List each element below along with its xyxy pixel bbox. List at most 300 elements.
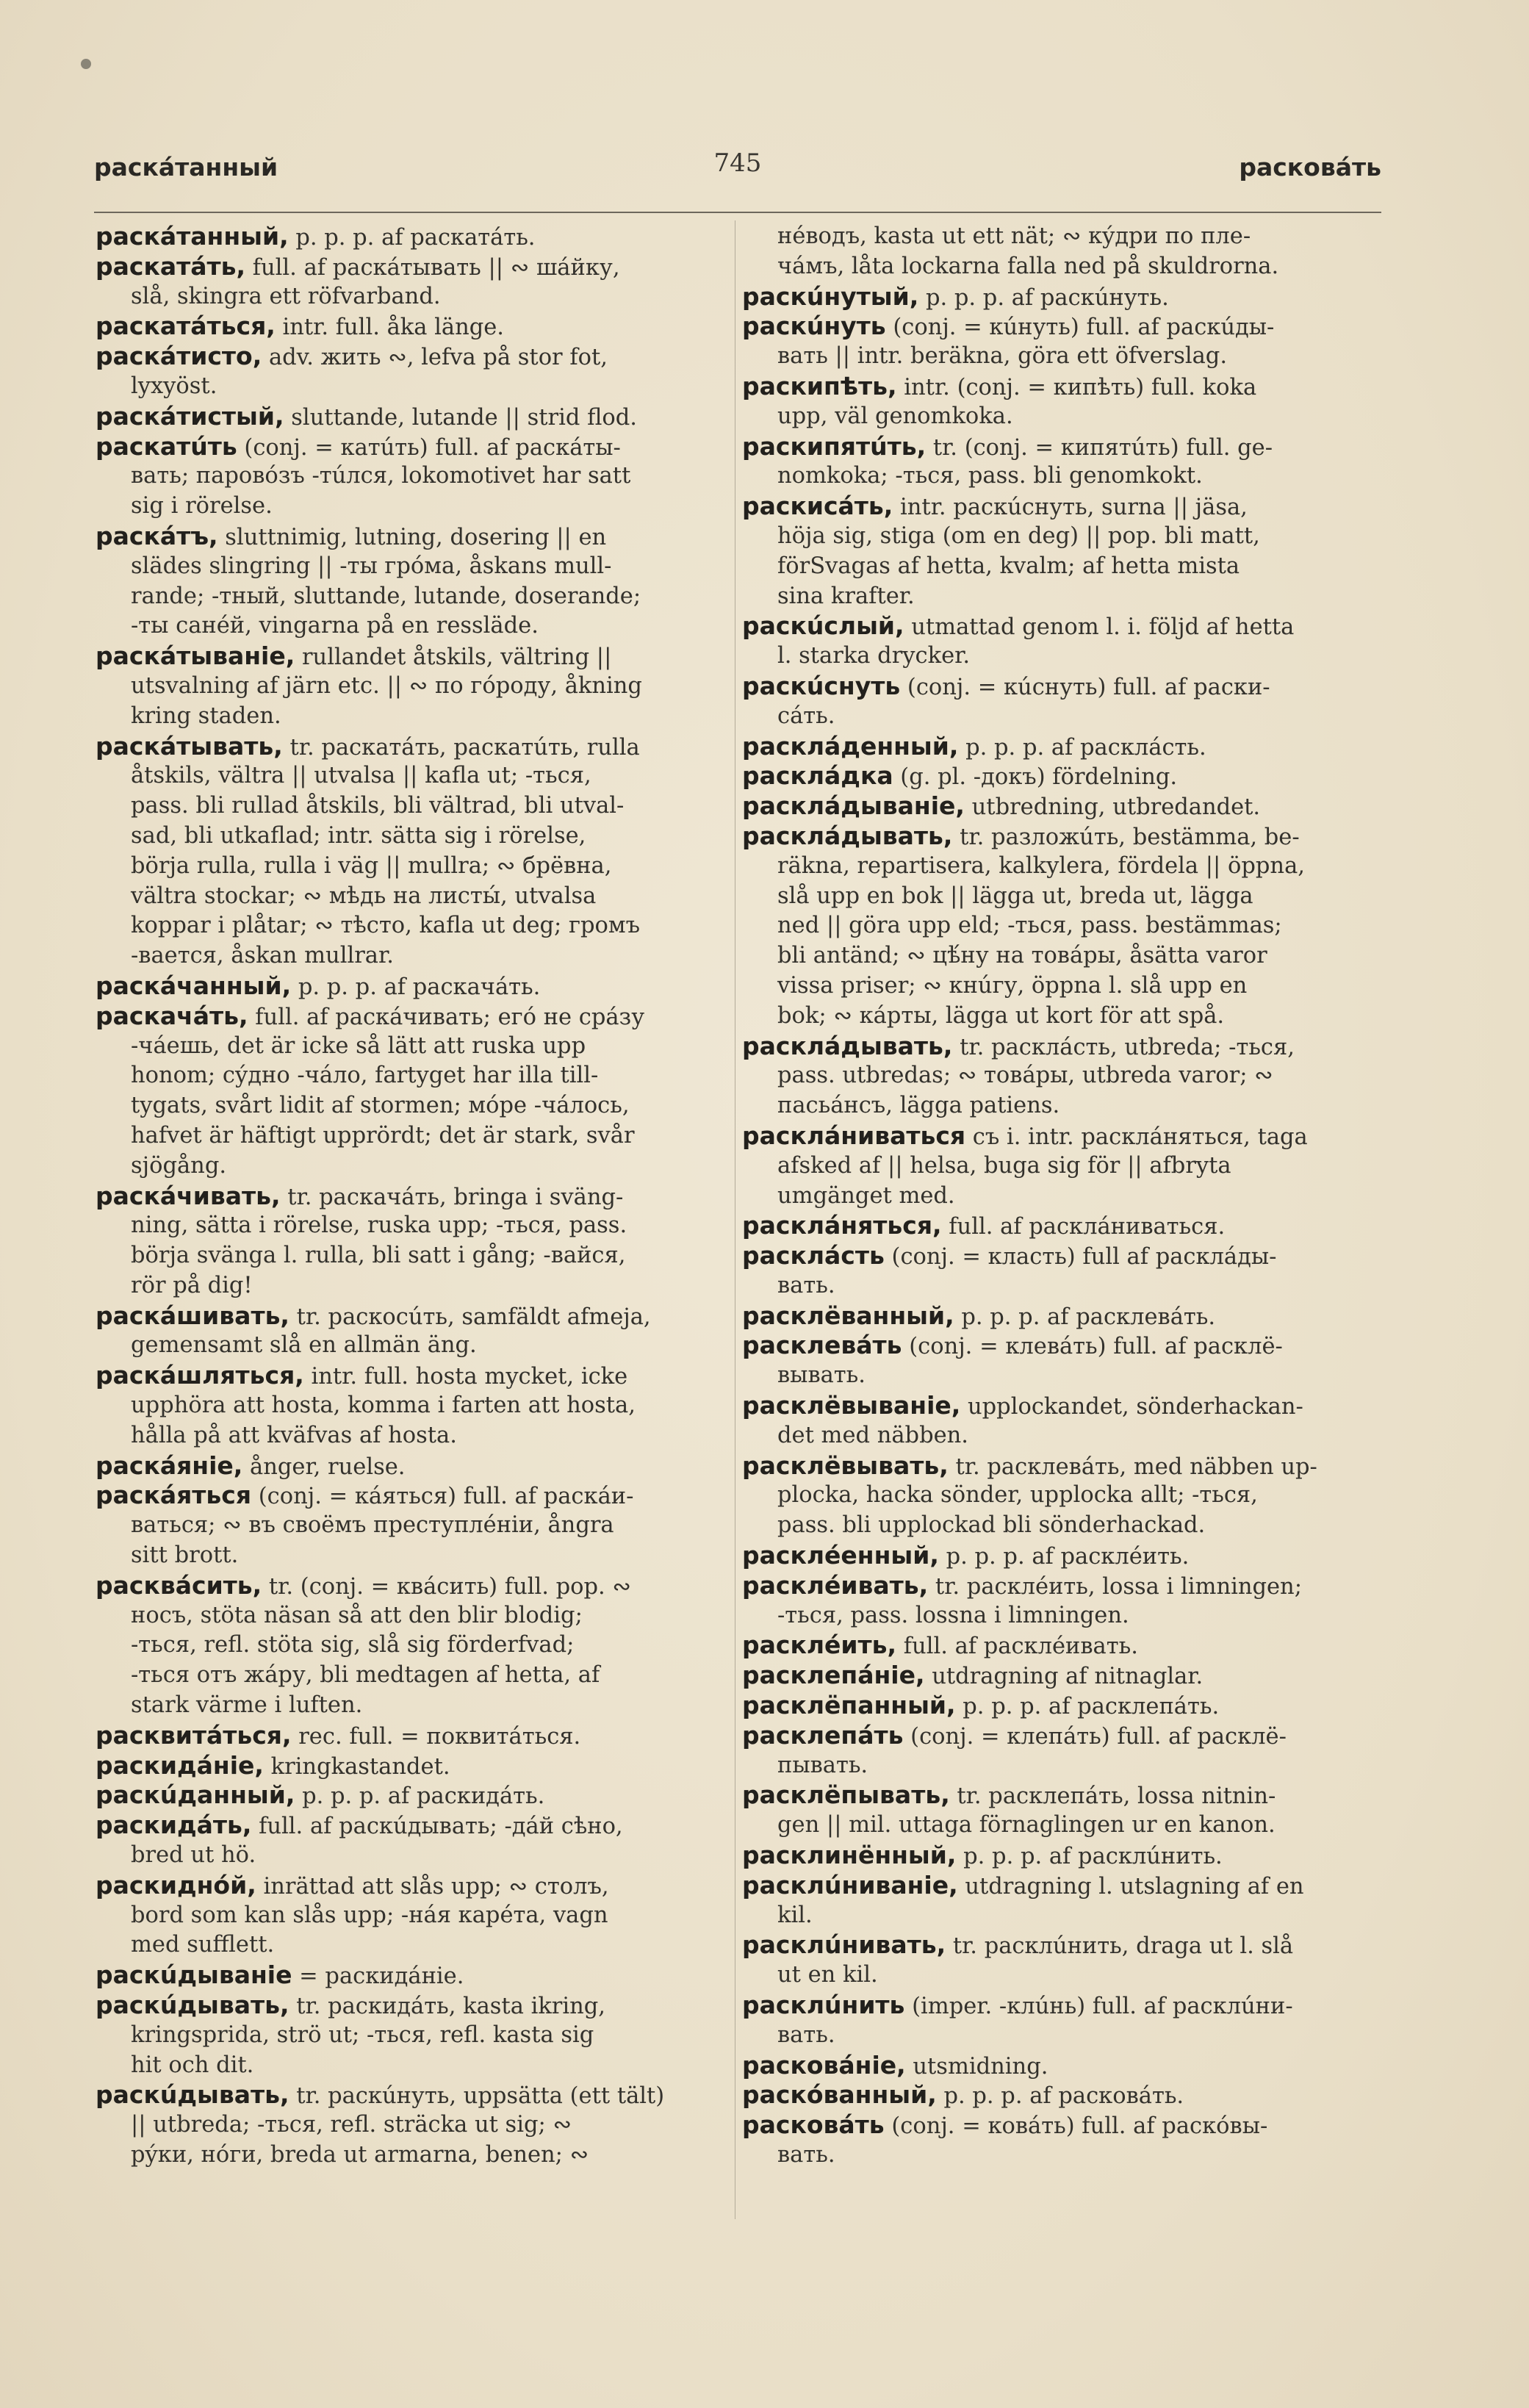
- entry-text: full. af расклéивать.: [896, 1634, 1138, 1660]
- entry-line: [96, 312, 720, 342]
- entry-continuation-line: [96, 1930, 720, 1960]
- entry-continuation-line: [96, 1511, 720, 1541]
- entry-headword: раскáянiе,: [96, 1451, 243, 1480]
- ink-spot: [81, 59, 91, 69]
- entry-text: носъ, stöta näsan så att den blir blodig;: [131, 1602, 583, 1628]
- page-header: [94, 148, 1381, 197]
- entry-headword: раскúнуть: [742, 312, 886, 341]
- entry-headword: раскáтисто,: [96, 342, 262, 371]
- entry-text: sluttnimig, lutning, dosering || en: [217, 524, 607, 550]
- entry-text: bord som kan slås upp; -нáя карéта, vagn: [131, 1902, 608, 1928]
- entry-text: (conj. = класть) full af расклáды-: [884, 1244, 1277, 1271]
- entry-text: höja sig, stiga (om en deg) || pop. bli matt,: [777, 522, 1260, 549]
- entry-text: вать; паровóзъ -тúлся, lokomotivet har satt: [131, 463, 631, 489]
- entry-line: [742, 492, 1381, 522]
- entry-text: = раскидáнiе.: [292, 1963, 464, 1990]
- entry-text: -ться отъ жáру, bli medtagen af hetta, af: [131, 1662, 600, 1689]
- entry-headword: расклéивать,: [742, 1570, 929, 1600]
- entry-headword: раскáтыванiе,: [96, 641, 295, 671]
- entry-line: [742, 1841, 1381, 1871]
- entry-continuation-line: [742, 941, 1381, 971]
- entry-continuation-line: [742, 342, 1381, 372]
- entry-text: räkna, repartisera, kalkylera, fördela || öppna,: [777, 852, 1305, 879]
- entry-text: gemensamt slå en allmän äng.: [131, 1332, 477, 1359]
- entry-text: sitt brott.: [131, 1542, 239, 1569]
- entry-continuation-line: [96, 852, 720, 882]
- entry-continuation-line: [742, 971, 1381, 1002]
- entry-continuation-line: [96, 1391, 720, 1421]
- entry-line: [96, 342, 720, 372]
- entry-continuation-line: [96, 882, 720, 912]
- entry-text: åtskils, vältra || utvalsa || kafla ut; -ться,: [131, 763, 591, 789]
- entry-text: tygats, svårt lidit af stormen; мóре -чáлось,: [131, 1093, 630, 1119]
- entry-text: вать.: [777, 2142, 835, 2168]
- entry-continuation-line: [96, 1091, 720, 1121]
- entry-headword: раскúнутый,: [742, 281, 919, 311]
- entry-text: full. af раскáчивать; егó не срáзу: [248, 1004, 645, 1030]
- entry-line: [96, 1871, 720, 1901]
- entry-line: [96, 1811, 720, 1841]
- entry-continuation-line: [96, 1661, 720, 1691]
- entry-continuation-line: [96, 911, 720, 941]
- entry-text: ned || göra upp eld; -ться, pass. bestämmas;: [777, 913, 1282, 939]
- entry-headword: раскипятúть,: [742, 431, 927, 461]
- entry-text: utsvalning af järn etc. || ∾ по гóроду, åkning: [131, 672, 642, 699]
- entry-text: kil.: [777, 1902, 813, 1928]
- entry-continuation-line: [742, 552, 1381, 582]
- entry-continuation-line: [742, 461, 1381, 492]
- entry-text: || utbreda; -ться, refl. sträcka ut sig; ∾: [131, 2112, 572, 2138]
- entry-text: пывать.: [777, 1752, 868, 1778]
- entry-line: [96, 1301, 720, 1331]
- entry-headword: расклёпанный,: [742, 1691, 956, 1720]
- entry-line: [96, 641, 720, 672]
- entry-headword: раскáтистый,: [96, 401, 284, 431]
- entry-line: [742, 432, 1381, 462]
- entry-text: afsked af || helsa, buga sig för || afbryta: [777, 1152, 1231, 1179]
- entry-line: [96, 252, 720, 282]
- entry-headword: расклевáть: [742, 1331, 902, 1360]
- entry-headword: расквáсить,: [96, 1570, 262, 1600]
- entry-text: hit och dit.: [131, 2052, 254, 2078]
- entry-continuation-line: [96, 822, 720, 852]
- entry-line: [96, 1451, 720, 1481]
- entry-continuation-line: [742, 1271, 1381, 1301]
- entry-continuation-line: [96, 1032, 720, 1062]
- entry-headword: расквитáться,: [96, 1720, 292, 1750]
- entry-continuation-line: [96, 582, 720, 612]
- entry-continuation-line: [96, 702, 720, 732]
- entry-continuation-line: [742, 1002, 1381, 1032]
- entry-continuation-line: [742, 522, 1381, 552]
- entry-continuation-line: [96, 791, 720, 822]
- entry-text: чáмъ, låta lockarna falla ned på skuldrorna.: [777, 253, 1279, 279]
- entry-text: full. af расклáниваться.: [941, 1214, 1226, 1240]
- entry-line: [96, 1751, 720, 1781]
- entry-text: honom; сýдно -чáло, fartyget har illa till-: [131, 1063, 599, 1089]
- entry-continuation-line: [96, 552, 720, 582]
- entry-text: p. p. p. af расклепáть.: [955, 1694, 1220, 1720]
- entry-line: [742, 1691, 1381, 1721]
- entry-line: [742, 1121, 1381, 1151]
- entry-text: (conj. = кúнуть) full. af раскúды-: [885, 315, 1275, 341]
- entry-continuation-line: [96, 611, 720, 641]
- entry-line: [742, 372, 1381, 402]
- entry-headword: раскачáть,: [96, 1001, 248, 1030]
- entry-text: full. af раскáтывать || ∾ шáйку,: [245, 254, 620, 281]
- entry-text: intr. (conj. = кипѣть) full. koka: [896, 374, 1257, 400]
- entry-text: upp, väl genomkoka.: [777, 403, 1013, 429]
- left-column: [96, 222, 720, 2171]
- entry-continuation-line: [742, 1481, 1381, 1511]
- entry-text: upplockandet, sönderhackan-: [960, 1394, 1303, 1420]
- entry-text: börja svänga l. rulla, bli satt i gång; -вайся,: [131, 1243, 626, 1269]
- entry-headword: расклéить,: [742, 1631, 897, 1660]
- entry-text: slå, skingra ett röfvarband.: [131, 283, 441, 309]
- entry-text: bok; ∾ кáрты, lägga ut kort för att spå.: [777, 1002, 1225, 1029]
- entry-text: tr. расклáсть, utbreda; -ться,: [952, 1034, 1295, 1060]
- entry-text: intr. раскúснуть, surna || jäsa,: [893, 495, 1248, 521]
- entry-headword: расклáдка: [742, 761, 893, 791]
- entry-continuation-line: [96, 1061, 720, 1091]
- entry-text: sad, bli utkaflad; intr. sätta sig i rörelse,: [131, 822, 586, 849]
- entry-line: [742, 1331, 1381, 1361]
- entry-line: [96, 432, 720, 462]
- entry-line: [742, 1211, 1381, 1241]
- entry-headword: раскúснуть: [742, 671, 901, 700]
- entry-continuation-line: [742, 1091, 1381, 1121]
- entry-headword: расклáняться,: [742, 1211, 942, 1240]
- entry-text: kringsprida, strö ut; -ться, refl. kasta sig: [131, 2021, 594, 2048]
- entry-text: p. p. p. af раскачáть.: [291, 974, 541, 1000]
- entry-text: (conj. = катúть) full. af раскáты-: [237, 434, 621, 461]
- entry-line: [742, 791, 1381, 822]
- entry-headword: расклáсть: [742, 1241, 885, 1271]
- entry-text: rullandet åtskils, vältring ||: [295, 644, 612, 671]
- entry-continuation-line: [742, 702, 1381, 732]
- entry-line: [742, 1301, 1381, 1331]
- entry-text: -ты санéй, vingarna på en ressläde.: [131, 613, 539, 639]
- entry-text: vältra stockar; ∾ мѣдь на листы́, utvalsa: [131, 883, 597, 909]
- entry-continuation-line: [742, 1421, 1381, 1451]
- entry-continuation-line: [96, 2051, 720, 2081]
- entry-text: lyxyöst.: [131, 373, 217, 399]
- entry-continuation-line: [96, 1601, 720, 1631]
- entry-line: [742, 282, 1381, 312]
- entry-line: [742, 1661, 1381, 1691]
- entry-headword: раскáшивать,: [96, 1301, 289, 1330]
- entry-line: [742, 1721, 1381, 1751]
- entry-text: -ться, refl. stöta sig, slå sig förderfvad;: [131, 1632, 575, 1658]
- entry-text: nomkoka; -ться, pass. bli genomkokt.: [777, 463, 1203, 489]
- entry-headword: раскúслый,: [742, 611, 904, 641]
- entry-continuation-line: [742, 1751, 1381, 1781]
- entry-text: -вается, åskan mullrar.: [131, 943, 394, 969]
- entry-text: tr. расклúнить, draga ut l. slå: [946, 1933, 1294, 1960]
- entry-continuation-line: [742, 402, 1381, 432]
- entry-text: ut en kil.: [777, 1962, 878, 1988]
- entry-text: full. af раскúдывать; -дáй сѣно,: [251, 1814, 623, 1840]
- entry-text: med sufflett.: [131, 1932, 275, 1958]
- entry-continuation-line: [96, 461, 720, 492]
- entry-continuation-line: [96, 761, 720, 791]
- entry-text: bred ut hö.: [131, 1842, 256, 1869]
- entry-text: -чáешь, det är icke så lätt att ruska upp: [131, 1032, 586, 1059]
- entry-headword: раскáтъ,: [96, 521, 218, 550]
- entry-continuation-line: [96, 1631, 720, 1661]
- entry-text: (conj. = клепáть) full. af расклё-: [903, 1723, 1287, 1750]
- entry-headword: раскипѣть,: [742, 371, 897, 400]
- entry-line: [96, 1361, 720, 1391]
- entry-headword: расковáть: [742, 2110, 885, 2140]
- entry-text: p. p. p. af расклáсть.: [958, 734, 1206, 761]
- entry-text: tr. (conj. = кипятúть) full. ge-: [926, 434, 1273, 461]
- entry-continuation-line: [742, 911, 1381, 941]
- entry-text: kringkastandet.: [263, 1753, 450, 1780]
- entry-line: [742, 732, 1381, 762]
- entry-line: [742, 1032, 1381, 1062]
- entry-text: sluttande, lutande || strid flod.: [284, 404, 637, 431]
- entry-headword: расклёвыванiе,: [742, 1391, 961, 1420]
- entry-text: pass. utbredas; ∾ товáры, utbreda varor; ∾: [777, 1063, 1273, 1089]
- entry-text: tr. расклепáть, lossa nitnin-: [949, 1783, 1276, 1810]
- entry-text: l. starka drycker.: [777, 643, 971, 669]
- entry-continuation-line: [96, 1421, 720, 1451]
- entry-text: börja rulla, rulla i väg || mullra; ∾ брёвна,: [131, 852, 612, 879]
- entry-continuation-line: [96, 672, 720, 702]
- entry-continuation-line: [742, 852, 1381, 882]
- entry-headword: расклáдывать,: [742, 821, 953, 850]
- entry-headword: раскáчивать,: [96, 1181, 281, 1210]
- entry-text: tr. раскатáть, раскатúть, rulla: [282, 734, 640, 761]
- entry-text: inrättad att slås upp; ∾ столъ,: [256, 1873, 609, 1900]
- entry-line: [96, 1002, 720, 1032]
- entry-headword: раскúдыванiе: [96, 1960, 292, 1990]
- entry-headword: расклáдывать,: [742, 1031, 953, 1060]
- entry-text: utdragning l. utslagning af en: [957, 1873, 1304, 1900]
- entry-line: [742, 761, 1381, 791]
- entry-headword: раскáчанный,: [96, 971, 292, 1000]
- entry-text: intr. full. åka länge.: [275, 315, 504, 341]
- entry-headword: раскáшляться,: [96, 1361, 304, 1390]
- entry-text: вать.: [777, 1272, 835, 1298]
- entry-headword: раскáтанный,: [96, 222, 289, 251]
- entry-line: [742, 1780, 1381, 1811]
- entry-line: [96, 1721, 720, 1751]
- entry-continuation-line: [96, 1841, 720, 1871]
- entry-text: (imper. -клúнь) full. af расклúни-: [904, 1994, 1293, 2020]
- entry-continuation-line: [96, 1691, 720, 1721]
- entry-continuation-line: [742, 582, 1381, 612]
- entry-text: ning, sätta i rörelse, ruska upp; -ться, pass.: [131, 1212, 627, 1239]
- entry-text: (g. pl. -докъ) fördelning.: [893, 764, 1178, 791]
- entry-continuation-line: [96, 2110, 720, 2141]
- entry-text: plocka, hacka sönder, upplocka allt; -ться,: [777, 1482, 1258, 1509]
- entry-continuation-line: [96, 1271, 720, 1301]
- header-right-headword: расковáть: [1239, 153, 1381, 182]
- entry-line: [742, 1991, 1381, 2021]
- entry-headword: расклёванный,: [742, 1301, 954, 1330]
- entry-headword: расклáдыванiе,: [742, 791, 965, 821]
- entry-text: upphöra att hosta, komma i farten att hosta,: [131, 1392, 636, 1419]
- entry-headword: расклáниваться: [742, 1121, 966, 1150]
- entry-text: -ться, pass. lossna i limningen.: [777, 1602, 1129, 1628]
- entry-text: kring staden.: [131, 702, 281, 729]
- entry-text: koppar i plåtar; ∾ тѣсто, kafla ut deg; громъ: [131, 913, 641, 939]
- entry-text: rec. full. = поквитáться.: [291, 1723, 581, 1750]
- entry-continuation-line: [96, 1901, 720, 1931]
- entry-text: förSvagas af hetta, kvalm; af hetta mista: [777, 553, 1240, 579]
- entry-continuation-line: [96, 941, 720, 971]
- entry-continuation-line: [742, 1361, 1381, 1391]
- entry-headword: расклепáнiе,: [742, 1661, 925, 1690]
- entry-text: utbredning, utbredandet.: [964, 794, 1261, 821]
- entry-line: [742, 1541, 1381, 1571]
- entry-continuation-line: [96, 372, 720, 402]
- entry-line: [742, 2080, 1381, 2110]
- entry-continuation-line: [96, 492, 720, 522]
- entry-text: tr. расклéить, lossa i limningen;: [928, 1573, 1302, 1600]
- entry-headword: раскидáть,: [96, 1811, 252, 1840]
- entry-text: tr. раскосúть, samfäldt afmeja,: [289, 1304, 651, 1330]
- entry-continuation-line: [742, 1151, 1381, 1182]
- header-left-headword: раскáтанный: [94, 153, 278, 182]
- entry-line: [742, 312, 1381, 342]
- entry-line: [96, 222, 720, 252]
- entry-continuation-line: [96, 1121, 720, 1151]
- entry-continuation-line: [742, 1511, 1381, 1541]
- entry-continuation-line: [742, 2141, 1381, 2171]
- entry-text: p. p. p. af раскатáть.: [288, 225, 536, 251]
- entry-continuation-line: [742, 222, 1381, 252]
- entry-line: [742, 672, 1381, 702]
- entry-text: съ i. intr. расклáняться, taga: [965, 1124, 1308, 1150]
- entry-line: [96, 732, 720, 762]
- entry-headword: раскáтывать,: [96, 731, 283, 761]
- page-number: 745: [713, 148, 762, 178]
- entry-line: [742, 822, 1381, 852]
- entry-continuation-line: [742, 641, 1381, 672]
- entry-text: sjögång.: [131, 1152, 227, 1179]
- entry-headword: раскúдывать,: [96, 1991, 289, 2020]
- entry-line: [742, 1571, 1381, 1601]
- entry-headword: расклúнивать,: [742, 1930, 946, 1960]
- entry-text: p. p. p. af раскúнуть.: [918, 284, 1169, 311]
- entry-line: [742, 1391, 1381, 1421]
- entry-text: вать || intr. beräkna, göra ett öfverslag.: [777, 343, 1228, 370]
- entry-text: adv. жить ∾, lefva på stor fot,: [262, 345, 608, 371]
- entry-text: ånger, ruelse.: [242, 1453, 406, 1480]
- entry-headword: расклёвывать,: [742, 1451, 949, 1480]
- entry-text: p. p. p. af расклúнить.: [956, 1844, 1223, 1870]
- entry-continuation-line: [742, 1811, 1381, 1841]
- entry-text: (conj. = ковáть) full. af раскóвы-: [884, 2113, 1268, 2140]
- entry-text: tr. раскúнуть, uppsätta (ett tält): [289, 2083, 665, 2110]
- entry-continuation-line: [96, 1151, 720, 1182]
- entry-headword: расклинённый,: [742, 1841, 957, 1870]
- entry-text: tr. (conj. = квáсить) full. pop. ∾: [262, 1573, 631, 1600]
- entry-line: [96, 1481, 720, 1511]
- entry-continuation-line: [96, 2141, 720, 2171]
- entry-continuation-line: [742, 1901, 1381, 1931]
- entry-text: utdragning af nitnaglar.: [924, 1664, 1204, 1690]
- entry-continuation-line: [96, 1541, 720, 1571]
- entry-text: rör på dig!: [131, 1272, 253, 1298]
- entry-text: utmattad genom l. i. följd af hetta: [904, 614, 1295, 641]
- entry-headword: расклáденный,: [742, 731, 959, 761]
- entry-line: [96, 1960, 720, 1991]
- entry-text: det med näbben.: [777, 1422, 968, 1448]
- entry-text: sina krafter.: [777, 583, 915, 609]
- entry-text: umgänget med.: [777, 1182, 955, 1209]
- entry-text: вывать.: [777, 1362, 866, 1389]
- entry-headword: раскáяться: [96, 1481, 252, 1510]
- entry-headword: расклúнить: [742, 1991, 905, 2020]
- entry-text: hafvet är häftigt upprördt; det är stark, svår: [131, 1122, 635, 1149]
- entry-headword: раскúдывать,: [96, 2080, 289, 2110]
- entry-text: вать.: [777, 2021, 835, 2048]
- entry-text: pass. bli rullad åtskils, bli vältrad, bli utval-: [131, 793, 625, 819]
- entry-continuation-line: [96, 1331, 720, 1361]
- entry-headword: раскатúть: [96, 431, 237, 461]
- entry-continuation-line: [742, 882, 1381, 912]
- entry-line: [742, 2051, 1381, 2081]
- entry-line: [742, 1930, 1381, 1960]
- entry-headword: расклéенный,: [742, 1541, 939, 1570]
- entry-line: [96, 402, 720, 432]
- entry-text: sig i rörelse.: [131, 493, 273, 520]
- entry-text: hålla på att kväfvas af hosta.: [131, 1422, 457, 1448]
- entry-line: [96, 971, 720, 1002]
- entry-line: [742, 2110, 1381, 2141]
- entry-continuation-line: [742, 2021, 1381, 2051]
- entry-text: рýки, нóги, breda ut armarna, benen; ∾: [131, 2142, 589, 2168]
- entry-headword: расковáнiе,: [742, 2050, 906, 2080]
- entry-text: tr. расклевáть, med näbben up-: [948, 1453, 1317, 1480]
- entry-text: gen || mil. uttaga förnaglingen ur en kanon.: [777, 1812, 1276, 1839]
- entry-line: [96, 1991, 720, 2021]
- entry-text: пасьáнсъ, lägga patiens.: [777, 1093, 1060, 1119]
- entry-line: [96, 1780, 720, 1811]
- entry-text: p. p. p. af расклéить.: [938, 1544, 1190, 1570]
- entry-line: [742, 1241, 1381, 1271]
- entry-continuation-line: [742, 1182, 1381, 1212]
- entry-headword: раскатáться,: [96, 312, 276, 341]
- entry-line: [742, 1631, 1381, 1661]
- entry-line: [742, 1451, 1381, 1481]
- entry-text: ваться; ∾ въ своёмъ преступлéнiи, ångra: [131, 1512, 614, 1539]
- entry-text: rande; -тный, sluttande, lutande, doserande;: [131, 583, 641, 609]
- entry-line: [96, 2080, 720, 2110]
- entry-headword: расклепáть: [742, 1720, 904, 1750]
- entry-text: bli antänd; ∾ цѣ́ну на товáры, åsätta varor: [777, 943, 1267, 969]
- entry-text: vissa priser; ∾ кнúгу, öppna l. slå upp en: [777, 972, 1248, 999]
- entry-text: tr. раскидáть, kasta ikring,: [289, 1994, 606, 2020]
- entry-headword: раскидáнiе,: [96, 1750, 264, 1780]
- entry-text: slå upp en bok || lägga ut, breda ut, lägga: [777, 883, 1253, 909]
- entry-text: (conj. = клевáть) full. af расклё-: [902, 1334, 1283, 1360]
- entry-text: p. p. p. af расклевáть.: [954, 1304, 1216, 1330]
- entry-continuation-line: [96, 2021, 720, 2051]
- entry-text: p. p. p. af раскидáть.: [295, 1783, 545, 1810]
- entry-headword: расклúниванiе,: [742, 1870, 958, 1900]
- entry-continuation-line: [96, 282, 720, 312]
- entry-text: (conj. = кáяться) full. af раскáи-: [251, 1484, 634, 1510]
- entry-text: сáть.: [777, 702, 835, 729]
- entry-line: [96, 522, 720, 552]
- entry-headword: раскатáть,: [96, 251, 246, 281]
- entry-line: [96, 1571, 720, 1601]
